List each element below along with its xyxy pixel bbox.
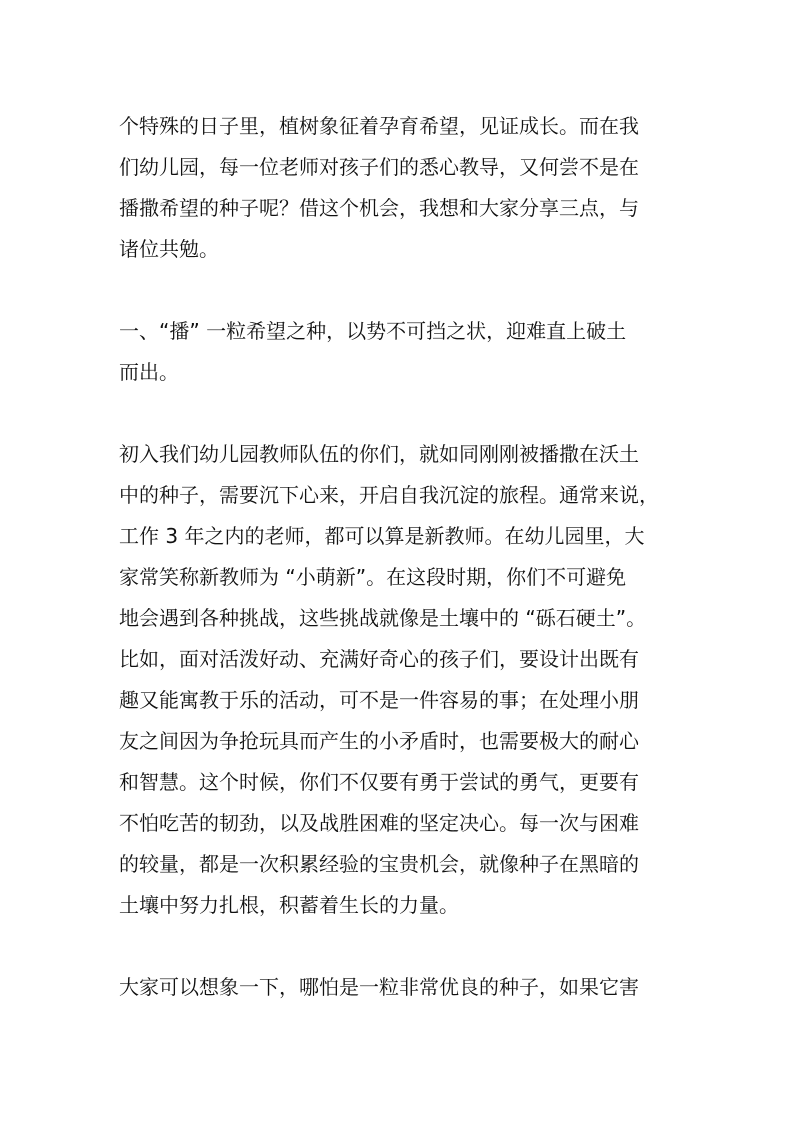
section-heading-1 bbox=[119, 311, 679, 393]
text-line: 一、“播” 一粒希望之种，以势不可挡之状，迎难直上破土 bbox=[119, 319, 627, 343]
text-line: 趣又能寓教于乐的活动，可不是一件容易的事；在处理小朋 bbox=[119, 688, 639, 712]
text-line: 的较量，都是一次积累经验的宝贵机会，就像种子在黑暗的 bbox=[119, 852, 639, 876]
text-line: 而出。 bbox=[119, 360, 179, 384]
text-line: 友之间因为争抢玩具而产生的小矛盾时，也需要极大的耐心 bbox=[119, 729, 639, 753]
text-line: 比如，面对活泼好动、充满好奇心的孩子们，要设计出既有 bbox=[119, 647, 639, 671]
paragraph-imagine bbox=[119, 967, 679, 1008]
text-line: 播撒希望的种子呢？借这个机会，我想和大家分享三点，与 bbox=[119, 196, 639, 220]
text-line: 家常笑称新教师为 “小萌新”。在这段时期，你们不可避免 bbox=[119, 565, 627, 589]
text-line: 地会遇到各种挑战，这些挑战就像是土壤中的 “砾石硬土”。 bbox=[119, 606, 647, 630]
text-line: 和智慧。这个时候，你们不仅要有勇于尝试的勇气，更要有 bbox=[119, 770, 639, 794]
text-line: 大家可以想象一下，哪怕是一粒非常优良的种子，如果它害 bbox=[119, 975, 639, 999]
text-line: 工作 3 年之内的老师，都可以算是新教师。在幼儿园里，大 bbox=[119, 524, 645, 548]
text-line: 初入我们幼儿园教师队伍的你们，就如同刚刚被播撒在沃土 bbox=[119, 442, 639, 466]
paragraph-new-teachers bbox=[119, 434, 679, 926]
text-line: 诸位共勉。 bbox=[119, 237, 219, 261]
paragraph-intro bbox=[119, 106, 679, 270]
text-line: 个特殊的日子里，植树象征着孕育希望，见证成长。而在我 bbox=[119, 114, 639, 138]
document-body bbox=[119, 106, 679, 1049]
text-line: 们幼儿园，每一位老师对孩子们的悉心教导，又何尝不是在 bbox=[119, 155, 639, 179]
text-line: 中的种子，需要沉下心来，开启自我沉淀的旅程。通常来说， bbox=[119, 483, 659, 507]
text-line: 土壤中努力扎根，积蓄着生长的力量。 bbox=[119, 893, 459, 917]
text-line: 不怕吃苦的韧劲，以及战胜困难的坚定决心。每一次与困难 bbox=[119, 811, 639, 835]
